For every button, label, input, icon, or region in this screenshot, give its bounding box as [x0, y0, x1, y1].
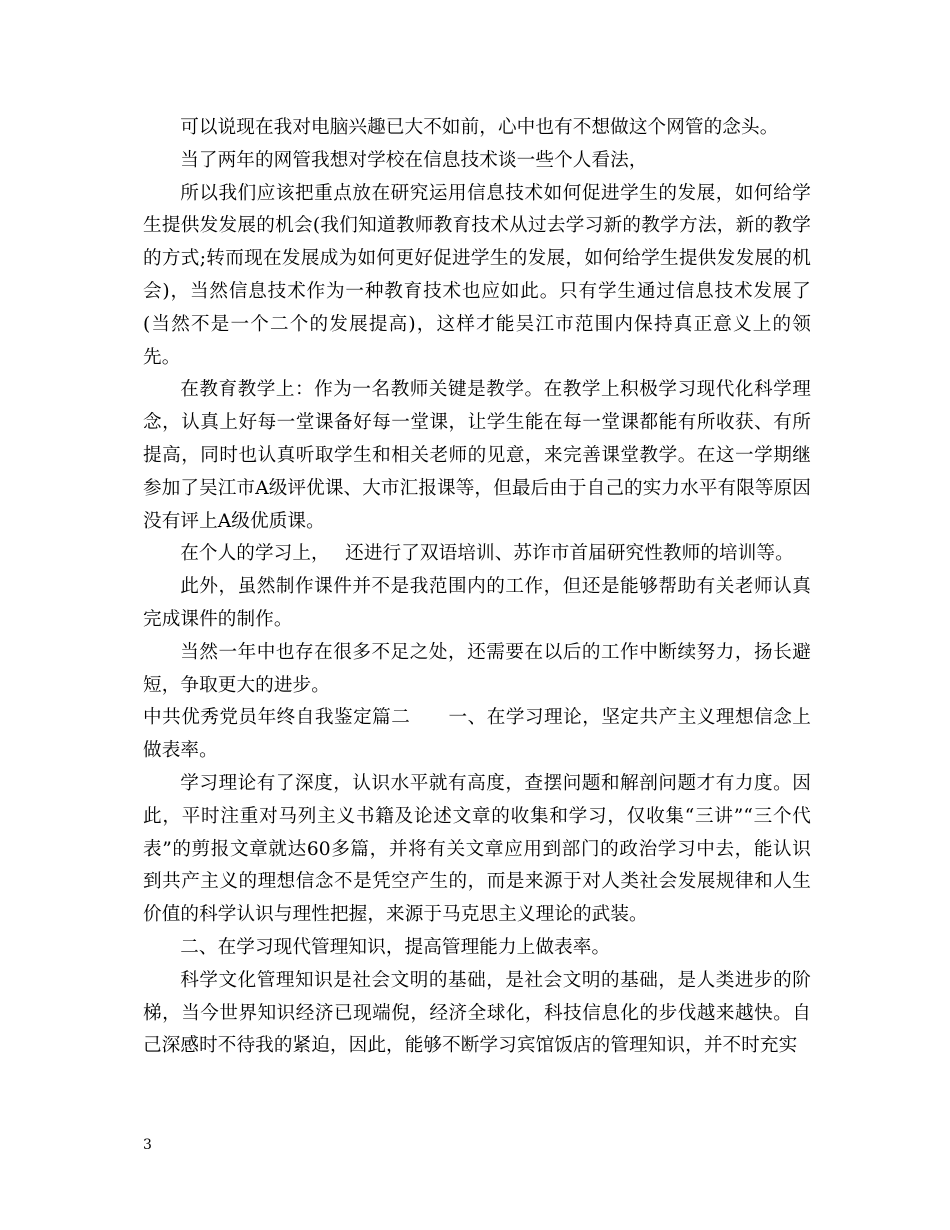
paragraph-6: 此外，虽然制作课件并不是我范围内的工作，但还是能够帮助有关老师认真完成课件的制作。	[143, 576, 811, 630]
paragraph-4: 在教育教学上：作为一名教师关键是教学。在教学上积极学习现代化科学理念，认真上好每一堂课备好每一堂课，让学生能在每一堂课都能有所收获、有所提高，同时也认真听取学生和相关老师的见意，来完善课堂教学。在这一学期继参加了吴江市A级评优课、大市汇报课等，但最后由于自己的实力水平有限等原因没有评上A级优质课。	[143, 379, 811, 532]
paragraph-5: 在个人的学习上， 还进行了双语培训、苏诈市首届研究性教师的培训等。	[180, 543, 794, 565]
paragraph-9: 学习理论有了深度，认识水平就有高度，查摆问题和解剖问题才有力度。因此，平时注重对马列主义书籍及论述文章的收集和学习，仅收集“三讲”“三个代表”的剪报文章就达60多篇，并将有关文章应用到部门的政治学习中去，能认识到共产主义的理想信念不是凭空产生的，而是来源于对人类社会发展规律和人生价值的科学认识与理性把握，来源于马克思主义理论的武装。	[143, 772, 811, 926]
document-page	[143, 112, 811, 1063]
section-heading-paragraph: 中共优秀党员年终自我鉴定篇二 一、在学习理论，坚定共产主义理想信念上做表率。	[143, 707, 811, 762]
paragraph-7: 当然一年中也存在很多不足之处，还需要在以后的工作中断续努力，扬长避短，争取更大的进步。	[143, 641, 811, 696]
page-number: 3	[143, 1137, 152, 1153]
paragraph-10: 二、在学习现代管理知识，提高管理能力上做表率。	[180, 936, 611, 958]
paragraph-3: 所以我们应该把重点放在研究运用信息技术如何促进学生的发展，如何给学生提供发发展的机会(我们知道教师教育技术从过去学习新的教学方法，新的教学的方式;转而现在发展成为如何更好促进学生的发展，如何给学生提供发发展的机会)，当然信息技术作为一种教育技术也应如此。只有学生通过信息技术发展了(当然不是一个二个的发展提高)，这样才能吴江市范围内保持真正意义上的领先。	[143, 182, 811, 368]
paragraph-2: 当了两年的网管我想对学校在信息技术谈一些个人看法，	[180, 149, 648, 171]
paragraph-11: 科学文化管理知识是社会文明的基础，是社会文明的基础，是人类进步的阶梯，当今世界知识经济已现端倪，经济全球化，科技信息化的步伐越来越快。自己深感时不待我的紧迫，因此，能够不断学习宾馆饭店的管理知识，并不时充实	[143, 969, 811, 1057]
paragraph-1: 可以说现在我对电脑兴趣已大不如前，心中也有不想做这个网管的念头。	[180, 117, 779, 138]
